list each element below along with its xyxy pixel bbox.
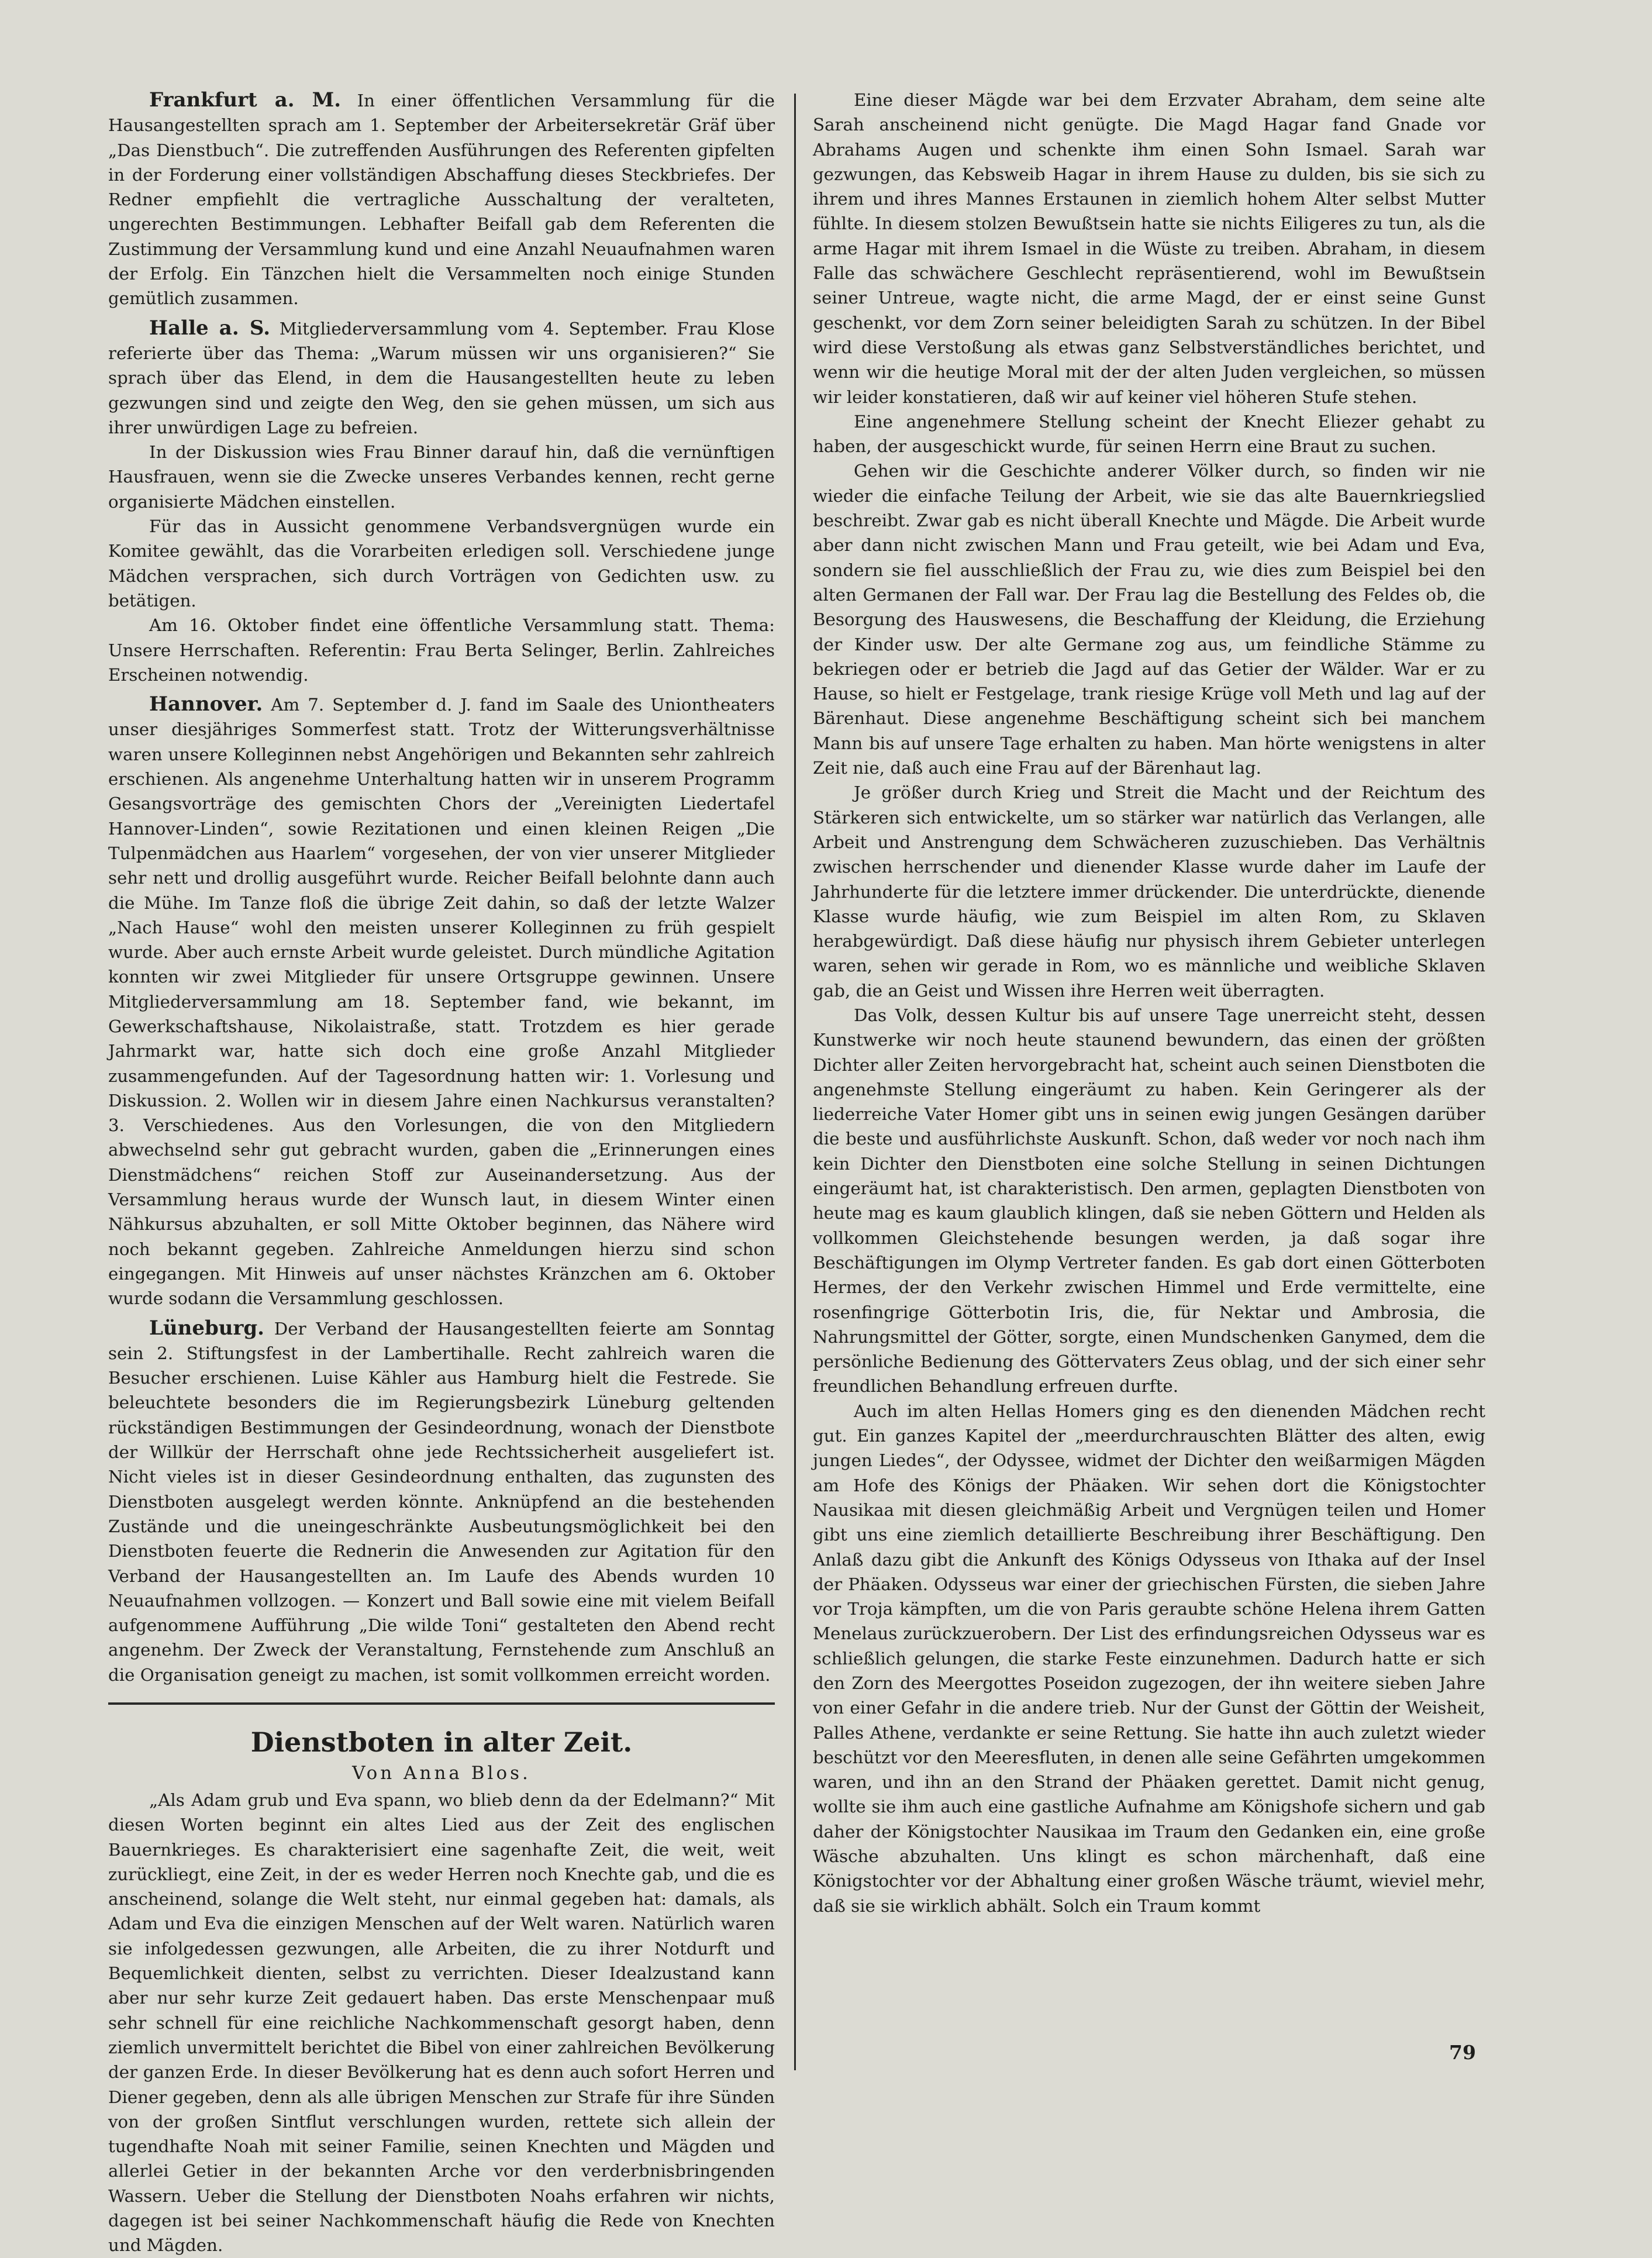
report-text: Am 7. September d. J. fand im Saale des Uniontheaters unser diesjähriges Sommerfest statt. Trotz der Witterungsverhältnisse waren unsere Kolleginnen nebst Angehörigen und Bekannten sehr zahlreich erschienen. Als angenehme Unterhaltung hatten wir in unserem Programm Gesangsvorträge des gemischten Chors der „Vereinigten Liedertafel Hannover-Linden“, sowie Rezitationen und einen kleinen Reigen „Die Tulpenmädchen aus Haarlem“ vorgesehen, der von vier unserer Mitglieder sehr nett und drollig ausgeführt wurde. Reicher Beifall belohnte dann auch die Mühe. Im Tanze floß die übrige Zeit dahin, so daß der letzte Walzer „Nach Hause“ wohl den meisten unserer Kolleginnen zu früh gespielt wurde. Aber auch ernste Arbeit wurde geleistet. Durch mündliche Agitation konnten wir zwei Mitglieder für unsere Ortsgruppe gewinnen. Unsere Mitgliederversammlung am 18. September fand, wie bekannt, im Gewerkschaftshause, Nikolaistraße, statt. Trotzdem es hier gerade Jahrmarkt war, hatte sich doch eine große Anzahl Mitglieder zusammengefunden. Auf der Tagesordnung hatten wir: 1. Vorlesung und Diskussion. 2. Wollen wir in diesem Jahre einen Nachkursus veranstalten? 3. Verschiedenes. Aus den Vorlesungen, die von den Mitgliedern abwechselnd sehr gut gebracht wurden, gaben die „Erinnerungen eines Dienstmädchens“ reichen Stoff zur Auseinandersetzung. Aus der Versammlung heraus wurde der Wunsch laut, in diesem Winter einen Nähkursus abzuhalten, er soll Mitte Oktober beginnen, das Nähere wird noch bekannt gegeben. Zahlreiche Anmeldungen hierzu sind schon eingegangen. Mit Hinweis auf unser nächstes Kränzchen am 6. Oktober wurde sodann die Versammlung geschlossen. <box>108 695 775 1309</box>
article-paragraph: Gehen wir die Geschichte anderer Völker durch, so finden wir nie wieder die einfache Teilung der Arbeit, wie sie das alte Bauernkriegslied beschreibt. Zwar gab es nicht überall Knechte und Mägde. Die Arbeit wurde aber dann nicht zwischen Mann und Frau geteilt, wie bei Adam und Eva, sondern sie fiel ausschließlich der Frau zu, wie dies zum Beispiel bei den alten Germanen der Fall war. Der Frau lag die Bestellung des Feldes ob, die Besorgung des Hauswesens, die Beschaffung der Kleidung, die Erziehung der Kinder usw. Der alte Germane zog aus, um feindliche Stämme zu bekriegen oder er betrieb die Jagd auf das Getier der Wälder. War er zu Hause, so hielt er Festgelage, trank riesige Krüge voll Meth und lag auf der Bärenhaut. Diese angenehme Beschäftigung scheint sich bei manchem Mann bis auf unsere Tage erhalten zu haben. Man hörte wenigstens in alter Zeit nie, daß auch eine Frau auf der Bärenhaut lag. <box>813 461 1485 778</box>
report-lueneburg <box>108 1316 775 1687</box>
report-text: Der Verband der Hausangestellten feierte am Sonntag sein 2. Stiftungsfest in der Lambertihalle. Recht zahlreich waren die Besucher erschienen. Luise Kähler aus Hamburg hielt die Festrede. Sie beleuchtete besonders die im Regierungsbezirk Lüneburg geltenden rückständigen Bestimmungen der Gesindeordnung, wonach der Dienstbote der Willkür der Herrschaft ohne jede Rechtssicherheit ausgeliefert ist. Nicht vieles ist in dieser Gesindeordnung enthalten, das zugunsten des Dienstboten ausgelegt werden könnte. Anknüpfend an die bestehenden Zustände und die uneingeschränkte Ausbeutungsmöglichkeit bei den Dienstboten feuerte die Rednerin die Anwesenden zur Agitation für den Verband der Hausangestellten an. Im Laufe des Abends wurden 10 Neuaufnahmen vollzogen. — Konzert und Ball sowie eine mit vielem Beifall aufgenommene Aufführung „Die wilde Toni“ gestalteten den Abend recht angenehm. Der Zweck der Veranstaltung, Fernstehende zum Anschluß an die Organisation geneigt zu machen, ist somit vollkommen erreicht worden. <box>108 1318 775 1685</box>
report-location: Lüneburg. <box>149 1316 264 1340</box>
section-divider <box>108 1702 775 1705</box>
article-title: Dienstboten in alter Zeit. <box>250 1726 633 1758</box>
right-column <box>813 88 1485 1918</box>
report-halle <box>108 316 775 440</box>
article-paragraph: Je größer durch Krieg und Streit die Macht und der Reichtum des Stärkeren sich entwickelte, um so stärker war natürlich das Verlangen, alle Arbeit und Anstrengung dem Schwächeren zuzuschieben. Das Verhältnis zwischen herrschender und dienender Klasse wurde daher im Laufe der Jahrhunderte für die letztere immer drückender. Die unterdrückte, dienende Klasse wurde häufig, wie zum Beispiel im alten Rom, zu Sklaven herabgewürdigt. Daß diese häufig nur physisch ihrem Gebieter unterlegen waren, sehen wir gerade in Rom, wo es männliche und weibliche Sklaven gab, die an Geist und Wissen ihre Herren weit überragten. <box>813 782 1485 1001</box>
article-paragraph: Eine dieser Mägde war bei dem Erzvater Abraham, dem seine alte Sarah anscheinend nicht genügte. Die Magd Hagar fand Gnade vor Abrahams Augen und schenkte ihm einen Sohn Ismael. Sarah war gezwungen, das Kebsweib Hagar in ihrem Hause zu dulden, bis sie sich zu ihrem und ihres Mannes Erstaunen in ziemlich hohem Alter selbst Mutter fühlte. In diesem stolzen Bewußtsein hatte sie nichts Eiligeres zu tun, als die arme Hagar mit ihrem Ismael in die Wüste zu treiben. Abraham, in diesem Falle das schwächere Geschlecht repräsentierend, wohl im Bewußtsein seiner Untreue, wagte nicht, die arme Magd, der er einst seine Gunst geschenkt, vor dem Zorn seiner beleidigten Sarah zu schützen. In der Bibel wird diese Verstoßung als etwas ganz Selbstverständliches berichtet, und wenn wir die heutige Moral mit der der alten Juden vergleichen, so müssen wir leider konstatieren, daß wir auf keiner viel höheren Stufe stehen. <box>813 90 1485 407</box>
column-divider <box>794 94 796 2070</box>
report-frankfurt <box>108 88 775 311</box>
article-byline: Von Anna Blos. <box>352 1763 531 1784</box>
page-number: 79 <box>1449 2041 1476 2064</box>
report-text: In einer öffentlichen Versammlung für die Hausangestellten sprach am 1. September der Arbeitersekretär Gräf über „Das Dienstbuch“. Die zutreffenden Ausführungen des Referenten gipfelten in der Forderung einer vollständigen Abschaffung dieses Steckbriefes. Der Redner empfiehlt die vertragliche Ausschaltung der veralteten, ungerechten Bestimmungen. Lebhafter Beifall gab dem Referenten die Zustimmung der Versammlung kund und eine Anzahl Neuaufnahmen waren der Erfolg. Ein Tänzchen hielt die Versammelten noch einige Stunden gemütlich zusammen. <box>108 91 775 309</box>
article-paragraph: Das Volk, dessen Kultur bis auf unsere Tage unerreicht steht, dessen Kunstwerke wir noch heute staunend bewundern, das einen der größten Dichter aller Zeiten hervorgebracht hat, scheint auch seinen Dienstboten die angenehmste Stellung eingeräumt zu haben. Kein Geringerer als der liederreiche Vater Homer gibt uns in seinen ewig jungen Gesängen darüber die beste und ausführlichste Auskunft. Schon, daß weder vor noch nach ihm kein Dichter den Dienstboten eine solche Stellung in seinen Dichtungen eingeräumt hat, ist charakteristisch. Den armen, geplagten Dienstboten von heute mag es kaum glaublich klingen, daß sie neben Göttern und Helden als vollkommen Gleichstehende besungen werden, ja daß sogar ihre Beschäftigungen im Olymp Vertreter fanden. Es gab dort einen Götterboten Hermes, der den Verkehr zwischen Himmel und Erde vermittelte, eine rosenfingrige Götterbotin Iris, die, für Nektar und Ambrosia, die Nahrungsmittel der Götter, sorgte, einen Mundschenken Ganymed, dem die persönliche Bedienung des Göttervaters Zeus oblag, und der sich einer sehr freundlichen Behandlung erfreuen durfte. <box>813 1005 1485 1397</box>
report-location: Frankfurt a. M. <box>149 88 342 112</box>
article-paragraph: „Als Adam grub und Eva spann, wo blieb denn da der Edelmann?“ Mit diesen Worten beginnt ein altes Lied aus der Zeit des englischen Bauernkrieges. Es charakterisiert eine sagenhafte Zeit, die weit, weit zurückliegt, eine Zeit, in der es weder Herren noch Knechte gab, und die es anscheinend, solange die Welt steht, nur einmal gegeben hat: damals, als Adam und Eva die einzigen Menschen auf der Welt waren. Natürlich waren sie infolgedessen gezwungen, alle Arbeiten, die zu ihrer Notdurft und Bequemlichkeit dienten, selbst zu verrichten. Dieser Idealzustand kann aber nur sehr kurze Zeit gedauert haben. Das erste Menschenpaar muß sehr schnell für eine reichliche Nachkommenschaft gesorgt haben, denn ziemlich unvermittelt berichtet die Bibel von einer zahlreichen Bevölkerung der ganzen Erde. In dieser Bevölkerung hat es denn auch sofort Herren und Diener gegeben, denn als alle übrigen Menschen zur Strafe für ihre Sünden von der großen Sintflut verschlungen wurden, rettete sich allein der tugendhafte Noah mit seiner Familie, seinen Knechten und Mägden und allerlei Getier in der bekannten Arche vor den verderbnisbringenden Wassern. Ueber die Stellung der Dienstboten Noahs erfahren wir nichts, dagegen ist bei seiner Nachkommenschaft häufig die Rede von Knechten und Mägden. <box>108 1790 775 2256</box>
report-location: Halle a. S. <box>149 316 271 340</box>
report-halle-4: Am 16. Oktober findet eine öffentliche Versammlung statt. Thema: Unsere Herrschaften. Referentin: Frau Berta Selinger, Berlin. Zahlreiches Erscheinen notwendig. <box>108 615 775 685</box>
report-halle-2: In der Diskussion wies Frau Binner darauf hin, daß die vernünftigen Hausfrauen, wenn sie die Zwecke unseres Verbandes kennen, recht gerne organisierte Mädchen einstellen. <box>108 442 775 512</box>
report-location: Hannover. <box>149 692 263 716</box>
report-text: Mitgliederversammlung vom 4. September. Frau Klose referierte über das Thema: „Warum müssen wir uns organisieren?“ Sie sprach über das Elend, in dem die Hausangestellten heute zu leben gezwungen sind und zeigte den Weg, den sie gehen müssen, um sich aus ihrer unwürdigen Lage zu befreien. <box>108 318 775 437</box>
left-column <box>108 88 775 2258</box>
article-paragraph: Auch im alten Hellas Homers ging es den dienenden Mädchen recht gut. Ein ganzes Kapitel der „meerdurchrauschten Blätter des alten, ewig jungen Liedes“, der Odyssee, widmet der Dichter den weißarmigen Mägden am Hofe des Königs der Phäaken. Wir sehen dort die Königstochter Nausikaa mit diesen gleichmäßig Arbeit und Vergnügen teilen und Homer gibt uns eine ziemlich detaillierte Beschreibung ihrer Beschäftigung. Den Anlaß dazu gibt die Ankunft des Königs Odysseus von Ithaka auf der Insel der Phäaken. Odysseus war einer der griechischen Fürsten, die sieben Jahre vor Troja kämpften, um die von Paris geraubte schöne Helena ihrem Gatten Menelaus zurückzuerobern. Der List des erfindungsreichen Odysseus war es schließlich gelungen, die starke Feste einzunehmen. Dadurch hatte er sich den Zorn des Meergottes Poseidon zugezogen, der ihn weitere sieben Jahre von einer Gefahr in die andere trieb. Nur der Gunst der Göttin der Weisheit, Palles Athene, verdankte er seine Rettung. Sie hatte ihn auch zuletzt wieder beschützt vor den Meeresfluten, in denen alle seine Gefährten umgekommen waren, und ihn an den Strand der Phäaken gerettet. Damit nicht genug, wollte sie ihm auch eine gastliche Aufnahme am Königshofe sichern und gab daher der Königstochter Nausikaa im Traum den Gedanken ein, eine große Wäsche abzuhalten. Uns klingt es schon märchenhaft, daß eine Königstochter vor der Abhaltung einer großen Wäsche träumt, wieviel mehr, daß sie sie wirklich abhält. Solch ein Traum kommt <box>813 1401 1485 1916</box>
report-halle-3: Für das in Aussicht genommene Verbandsvergnügen wurde ein Komitee gewählt, das die Vorarbeiten erledigen soll. Verschiedene junge Mädchen versprachen, sich durch Vorträgen von Gedichten usw. zu betätigen. <box>108 516 775 611</box>
article-paragraph: Eine angenehmere Stellung scheint der Knecht Eliezer gehabt zu haben, der ausgeschickt wurde, für seinen Herrn eine Braut zu suchen. <box>813 411 1485 457</box>
report-hannover <box>108 692 775 1311</box>
